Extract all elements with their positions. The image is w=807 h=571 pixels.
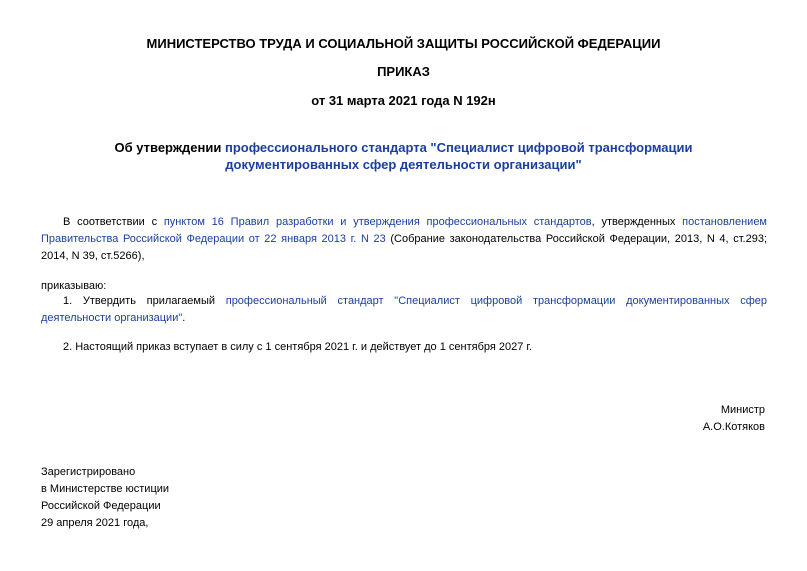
registration-line: в Министерстве юстиции [41,483,170,495]
signer-name: А.О.Котяков [702,421,765,433]
order-subject [0,139,807,173]
registration-line: Зарегистрировано [41,466,136,478]
order-date-number: от 31 марта 2021 года N 192н [311,93,496,108]
registration-block [41,464,169,532]
resolution-link[interactable]: постановлением Правительства Российской Федерации от 22 января 2013 г. N 23 [41,216,767,245]
preamble-paragraph: В соответствии с пунктом 16 Правил разработки и утверждения профессиональных стандартов, утвержденных постановлением Правительства Российской Федерации от 22 января 2013 г. N 23 (Собрание законодательства Российской Федерации, 2013, N 4, ст.293; 2014, N 39, ст.5266), [41,216,768,262]
subject-prefix: Об утверждении [114,140,225,155]
order-verb: приказываю: [41,280,107,292]
document-type: ПРИКАЗ [377,64,430,79]
signature-block [703,402,765,436]
clause-1: 1. Утвердить прилагаемый профессиональный стандарт "Специалист цифровой трансформации документированных сфер деятельности организации". [41,295,768,324]
ministry-title: МИНИСТЕРСТВО ТРУДА И СОЦИАЛЬНОЙ ЗАЩИТЫ РОССИЙСКОЙ ФЕДЕРАЦИИ [146,36,661,51]
signer-title: Министр [720,404,765,416]
clause-2: 2. Настоящий приказ вступает в силу с 1 сентября 2021 г. и действует до 1 сентября 2027 г. [63,341,533,353]
prof-standard-link[interactable]: профессиональный стандарт "Специалист цифровой трансформации документированных сфер деятельности организации" [41,295,768,324]
standard-link[interactable]: профессионального стандарта "Специалист цифровой трансформации документированных сфер деятельности организации" [224,140,693,172]
registration-date: 29 апреля 2021 года, [41,517,149,529]
registration-line: Российской Федерации [41,500,161,512]
rules-link[interactable]: пунктом 16 Правил разработки и утверждения профессиональных стандартов [163,216,592,228]
